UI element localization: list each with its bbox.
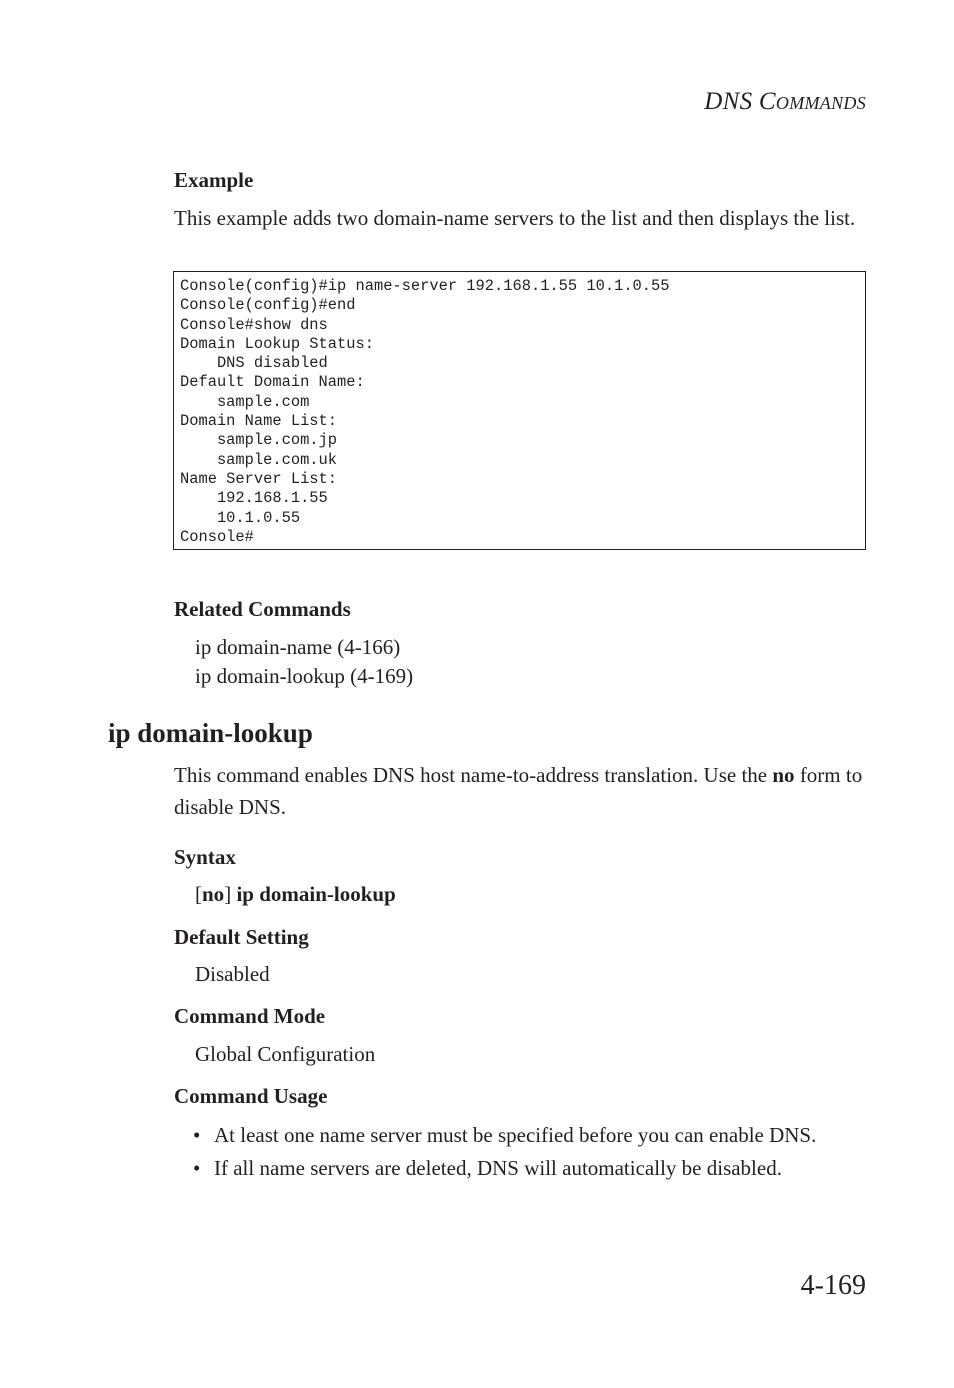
- related-command-link[interactable]: ip domain-lookup (4-169): [195, 664, 414, 688]
- code-line: Console#show dns: [180, 315, 328, 334]
- page-number: 4-169: [800, 1270, 866, 1301]
- command-usage-heading: Command Usage: [174, 1084, 328, 1108]
- example-description: This example adds two domain-name servers to the list and then displays the list.: [174, 206, 856, 230]
- code-line: Name Server List:: [180, 469, 338, 488]
- code-line: Console(config)#end: [180, 296, 356, 315]
- syntax-heading: Syntax: [174, 845, 236, 869]
- code-line: Console#: [180, 527, 254, 546]
- section-description: [174, 759, 868, 823]
- list-item-text: If all name servers are deleted, DNS will automatically be disabled.: [214, 1156, 782, 1180]
- code-line: DNS disabled: [180, 354, 328, 373]
- running-head-main: DNS C: [704, 88, 776, 115]
- bullet-symbol: •: [193, 1123, 201, 1147]
- default-setting-value: Disabled: [195, 962, 270, 986]
- code-line: sample.com.jp: [180, 431, 338, 450]
- default-setting-heading: Default Setting: [174, 925, 309, 949]
- bullet-symbol: •: [193, 1156, 201, 1180]
- syntax-bracket: ]: [224, 882, 232, 906]
- code-line: Default Domain Name:: [180, 373, 365, 392]
- running-head-small-caps: OMMANDS: [775, 93, 866, 113]
- list-item: [193, 1152, 816, 1185]
- code-line: Console(config)#ip name-server 192.168.1.55 10.1.0.55: [180, 277, 670, 295]
- command-mode-value: Global Configuration: [195, 1042, 376, 1066]
- related-command-link[interactable]: ip domain-name (4-166): [195, 635, 401, 659]
- syntax-no-keyword: no: [202, 882, 225, 906]
- syntax-command: ip domain-lookup: [236, 882, 396, 906]
- code-example-box: [173, 271, 866, 550]
- description-text: form to disable DNS.: [174, 763, 863, 819]
- syntax-line: [195, 879, 396, 909]
- running-head: [704, 88, 866, 116]
- example-heading: Example: [174, 168, 254, 192]
- code-line: Domain Lookup Status:: [180, 334, 374, 353]
- code-line: 10.1.0.55: [180, 508, 301, 527]
- description-no-keyword: no: [772, 763, 795, 787]
- section-title: ip domain-lookup: [108, 718, 313, 748]
- command-usage-list: [193, 1119, 816, 1185]
- related-commands-heading: Related Commands: [174, 597, 351, 621]
- code-line: 192.168.1.55: [180, 489, 328, 508]
- code-line: sample.com: [180, 392, 310, 411]
- list-item-text: At least one name server must be specified before you can enable DNS.: [214, 1123, 817, 1147]
- command-mode-heading: Command Mode: [174, 1004, 326, 1028]
- code-line: Domain Name List:: [180, 412, 338, 431]
- syntax-bracket: [: [195, 882, 202, 906]
- code-line: sample.com.uk: [180, 450, 338, 469]
- list-item: [193, 1119, 816, 1152]
- description-text: This command enables DNS host name-to-address translation. Use the: [174, 763, 773, 787]
